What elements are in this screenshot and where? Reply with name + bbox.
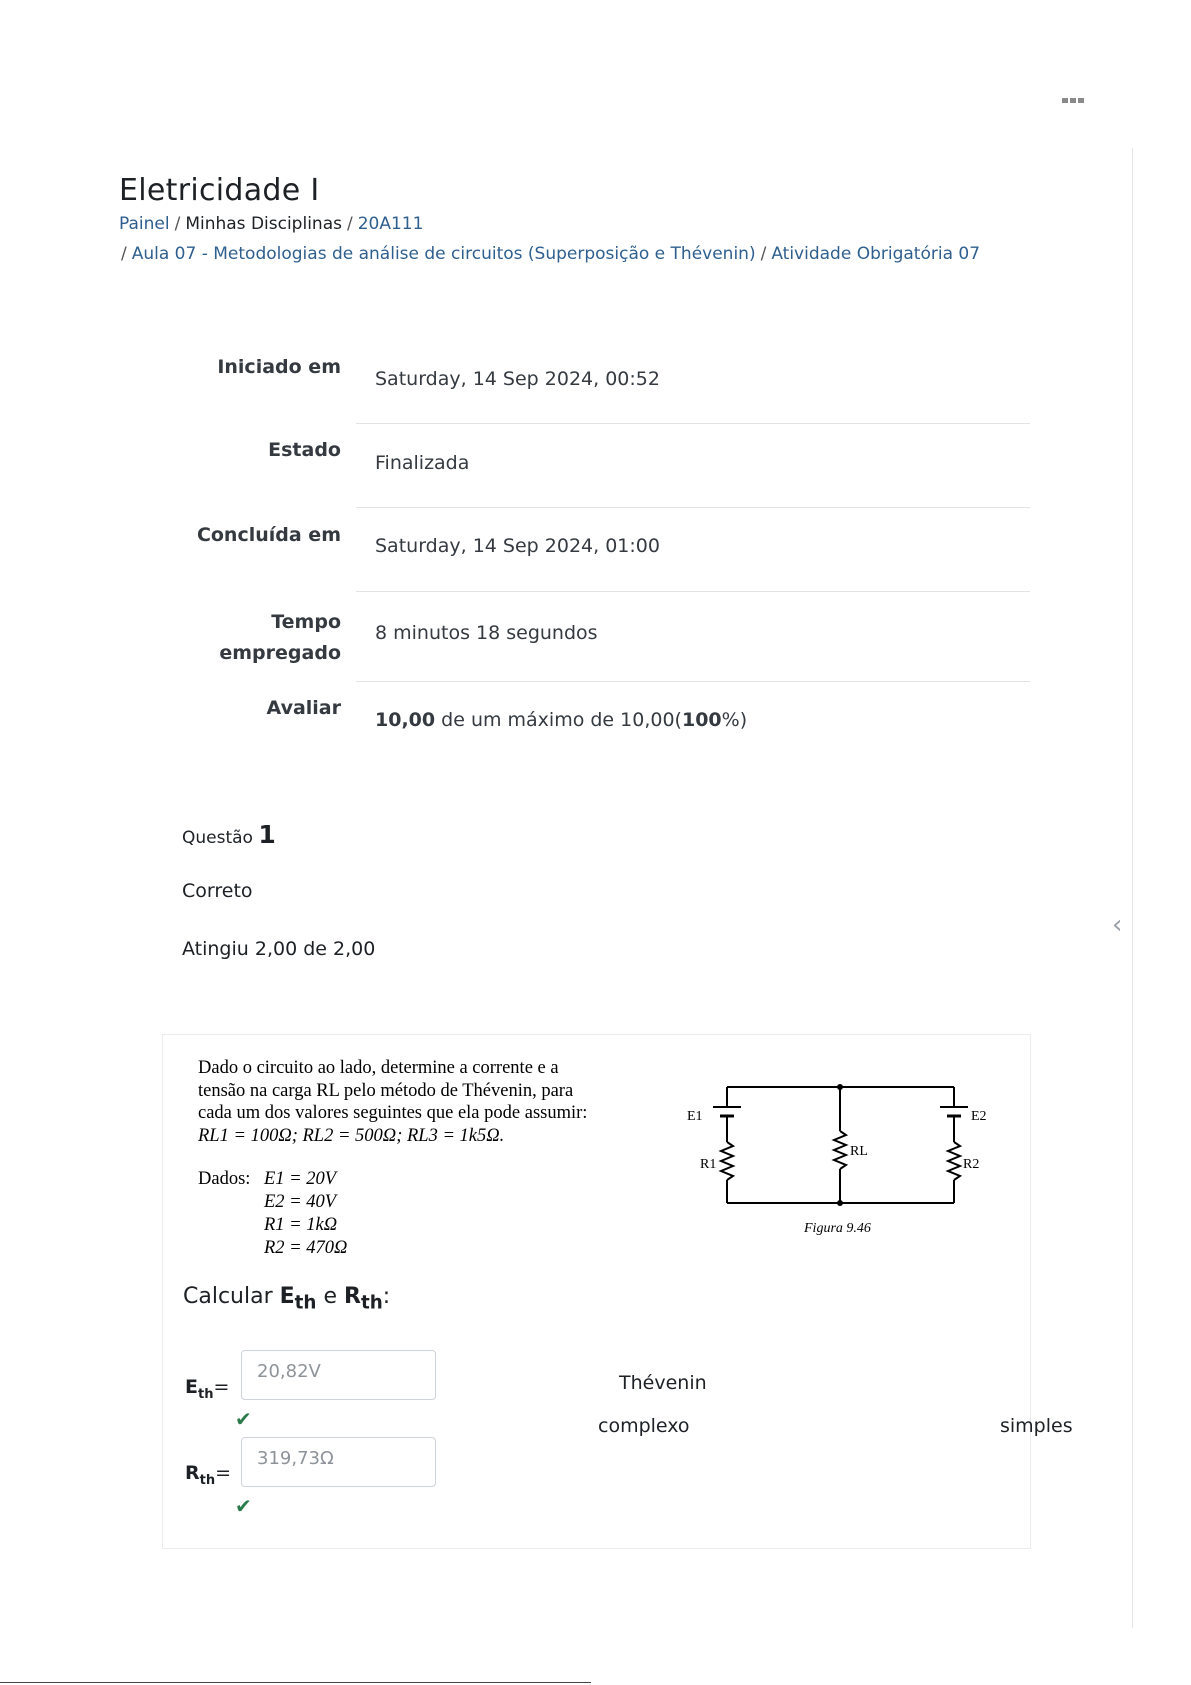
calc-r-sub: th	[360, 1292, 383, 1314]
breadcrumb-course-code[interactable]: 20A111	[357, 214, 424, 234]
divider	[356, 681, 1030, 682]
check-icon: ✔	[235, 1407, 252, 1431]
dados-item: E2 = 40V	[264, 1192, 337, 1212]
calc-prefix: Calcular	[183, 1284, 280, 1309]
dados-label: Dados:	[198, 1169, 251, 1189]
breadcrumb-painel[interactable]: Painel	[119, 214, 170, 234]
rth-label-sub: th	[199, 1472, 216, 1488]
word-option[interactable]: simples	[1000, 1415, 1073, 1437]
eth-label-sub: th	[197, 1386, 214, 1402]
dados-item: R2 = 470Ω	[264, 1238, 348, 1258]
problem-statement	[198, 1057, 587, 1147]
eth-input[interactable]: 20,82V	[241, 1350, 436, 1400]
problem-line: Dado o circuito ao lado, determine a corrente e a	[198, 1058, 559, 1078]
question-grade: Atingiu 2,00 de 2,00	[182, 938, 376, 960]
check-icon: ✔	[235, 1494, 252, 1518]
circuit-diagram	[680, 1076, 1000, 1246]
calc-prompt	[183, 1284, 390, 1313]
eth-eq: =	[213, 1376, 230, 1398]
question-state: Correto	[182, 880, 253, 902]
calc-r: R	[344, 1284, 361, 1309]
grade-middle: de um máximo de 10,00(	[435, 709, 682, 731]
grade-score: 10,00	[375, 709, 436, 731]
rth-eq: =	[215, 1462, 232, 1484]
calc-e-sub: th	[294, 1292, 317, 1314]
label-r2: R2	[963, 1157, 980, 1172]
problem-line: cada um dos valores seguintes que ela pode assumir:	[198, 1103, 588, 1123]
grade-end: %)	[721, 709, 748, 731]
grade-percent: 100	[681, 709, 722, 731]
question-number	[182, 820, 276, 849]
label-r1: R1	[700, 1157, 717, 1172]
footer-divider	[0, 1682, 591, 1683]
word-option[interactable]: complexo	[598, 1415, 690, 1437]
time-value: 8 minutos 18 segundos	[375, 622, 598, 644]
problem-line: tensão na carga RL pelo método de Thévenin, para	[198, 1080, 574, 1101]
calc-end: :	[382, 1284, 391, 1309]
started-label: Iniciado em	[217, 356, 341, 378]
problem-data	[198, 1168, 347, 1260]
eth-label-text: E	[185, 1376, 198, 1398]
chevron-left-icon[interactable]: ‹	[1112, 910, 1123, 940]
breadcrumb-line-2: / Aula 07 - Metodologias de análise de circuitos (Superposição e Thévenin) / Atividade Obrigatória 07	[121, 244, 981, 264]
grade-value	[375, 709, 747, 731]
word-option[interactable]: Thévenin	[619, 1372, 707, 1394]
breadcrumb: Painel / Minhas Disciplinas / 20A111	[119, 214, 424, 234]
divider	[356, 591, 1030, 592]
dados-item: R1 = 1kΩ	[264, 1215, 338, 1235]
drawer-border	[1132, 148, 1133, 1628]
rth-label-text: R	[185, 1462, 200, 1484]
rth-label	[185, 1462, 231, 1488]
state-value: Finalizada	[375, 452, 470, 474]
time-label-line2: empregado	[219, 642, 341, 664]
label-e1: E1	[687, 1109, 703, 1124]
figure-caption: Figura 9.46	[804, 1221, 871, 1236]
rth-input[interactable]: 319,73Ω	[241, 1437, 436, 1487]
calc-and: e	[316, 1284, 345, 1309]
question-number-value: 1	[258, 820, 276, 849]
time-label-line1: Tempo	[271, 611, 341, 633]
eth-label	[185, 1376, 229, 1402]
ellipsis-icon[interactable]	[1062, 98, 1084, 103]
state-label: Estado	[268, 439, 341, 461]
divider	[356, 507, 1030, 508]
calc-e: E	[279, 1284, 295, 1309]
breadcrumb-aula-07[interactable]: Aula 07 - Metodologias de análise de circuitos (Superposição e Thévenin)	[131, 244, 756, 264]
started-value: Saturday, 14 Sep 2024, 00:52	[375, 368, 660, 390]
completed-value: Saturday, 14 Sep 2024, 01:00	[375, 535, 660, 557]
problem-line: RL1 = 100Ω; RL2 = 500Ω; RL3 = 1k5Ω.	[198, 1125, 505, 1146]
divider	[356, 423, 1030, 424]
breadcrumb-atividade[interactable]: Atividade Obrigatória 07	[771, 244, 981, 264]
question-label: Questão	[182, 828, 253, 848]
completed-label: Concluída em	[196, 524, 341, 546]
time-label	[116, 607, 341, 669]
label-e2: E2	[971, 1109, 987, 1124]
grade-label: Avaliar	[266, 697, 341, 719]
breadcrumb-minhas-disciplinas: Minhas Disciplinas	[185, 214, 342, 234]
page-title: Eletricidade I	[119, 173, 320, 208]
label-rl: RL	[850, 1144, 868, 1159]
dados-item: E1 = 20V	[264, 1169, 337, 1189]
